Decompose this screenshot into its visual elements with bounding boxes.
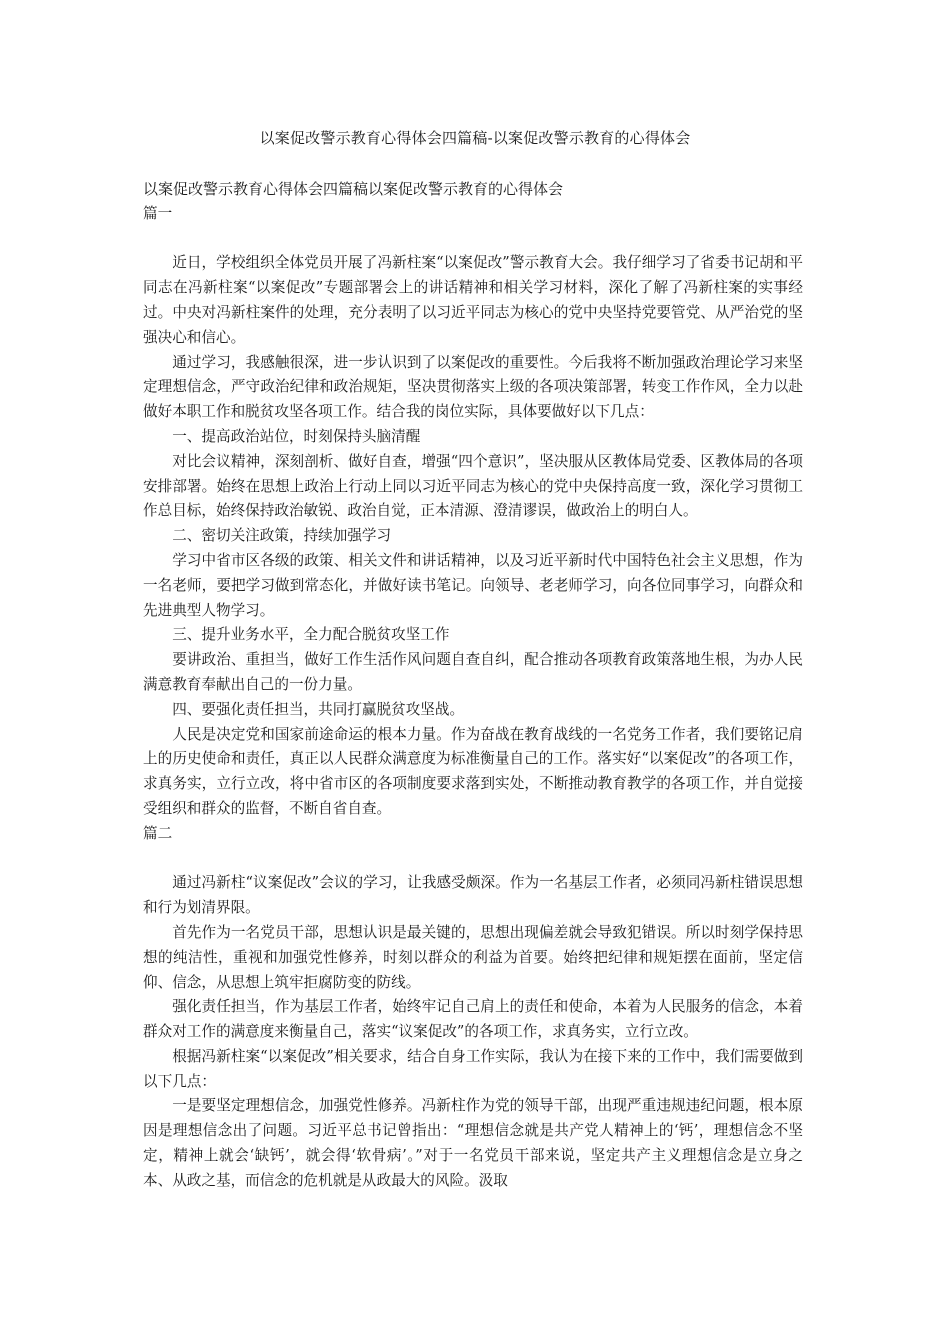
paragraph: 要讲政治、重担当，做好工作生活作风问题自查自纠，配合推动各项教育政策落地生根，为办人民满意教育奉献出自己的一份力量。 <box>143 651 803 693</box>
paragraph: 通过冯新柱“议案促改”会议的学习，让我感受颇深。作为一名基层工作者，必须同冯新柱错误思想和行为划清界限。 <box>143 874 803 917</box>
blank-line <box>143 847 803 872</box>
document-title: 以案促改警示教育心得体会四篇稿-以案促改警示教育的心得体会 <box>259 129 691 147</box>
paragraph: 一是要坚定理想信念，加强党性修养。冯新柱作为党的领导干部，出现严重违规违纪问题，根本原因是理想信念出了问题。习近平总书记曾指出：“理想信念就是共产党人精神上的‘钙’，理想信念不坚定，精神上就会‘缺钙’，就会得‘软骨病’。”对于一名党员干部来说，坚定共产主义理想信念是立身之本、从政之基，而信念的危机就是从政最大的风险。汲取 <box>143 1097 803 1189</box>
paragraph: 强化责任担当，作为基层工作者，始终牢记自己肩上的责任和使命，本着为人民服务的信念，本着群众对工作的满意度来衡量自己，落实“议案促改”的各项工作，求真务实，立行立改。 <box>143 998 803 1041</box>
blank-line <box>143 227 803 252</box>
document-subtitle: 以案促改警示教育心得体会四篇稿以案促改警示教育的心得体会 <box>143 180 564 198</box>
paragraph: 人民是决定党和国家前途命运的根本力量。作为奋战在教育战线的一名党务工作者，我们要铭记肩上的历史使命和责任，真正以人民群众满意度为标准衡量自己的工作。落实好“以案促改”的各项工作，求真务实，立行立改，将中省市区的各项制度要求落到实处，不断推动教育教学的各项工作，并自觉接受组织和群众的监督，不断自省自查。 <box>143 725 803 817</box>
document-body <box>143 177 803 1194</box>
paragraph: 学习中省市区各级的政策、相关文件和讲话精神，以及习近平新时代中国特色社会主义思想，作为一名老师，要把学习做到常态化，并做好读书笔记。向领导、老老师学习，向各位同事学习，向群众和先进典型人物学习。 <box>143 551 803 619</box>
part-two-heading: 篇二 <box>143 824 173 842</box>
paragraph: 通过学习，我感触很深，进一步认识到了以案促改的重要性。今后我将不断加强政治理论学习来坚定理想信念，严守政治纪律和政治规矩，坚决贯彻落实上级的各项决策部署，转变工作作风，全力以赴做好本职工作和脱贫攻坚各项工作。结合我的岗位实际，具体要做好以下几点： <box>143 353 803 421</box>
paragraph: 对比会议精神，深刻剖析、做好自查，增强“四个意识”，坚决服从区教体局党委、区教体局的各项安排部署。始终在思想上政治上行动上同以习近平同志为核心的党中央保持高度一致，深化学习贯彻工作总目标，始终保持政治敏锐、政治自觉，正本清源、澄清谬误，做政治上的明白人。 <box>143 452 803 520</box>
point-heading: 四、要强化责任担当，共同打赢脱贫攻坚战。 <box>172 700 465 718</box>
paragraph: 根据冯新柱案“以案促改”相关要求，结合自身工作实际，我认为在接下来的工作中，我们需要做到以下几点： <box>143 1047 803 1090</box>
point-heading: 二、密切关注政策，持续加强学习 <box>172 527 392 545</box>
point-heading: 一、提高政治站位，时刻保持头脑清醒 <box>172 427 421 445</box>
paragraph: 首先作为一名党员干部，思想认识是最关键的，思想出现偏差就会导致犯错误。所以时刻学保持思想的纯洁性，重视和加强党性修养，时刻以群众的利益为首要。始终把纪律和规矩摆在面前，坚定信仰、信念，从思想上筑牢拒腐防变的防线。 <box>143 923 803 991</box>
part-one-heading: 篇一 <box>143 204 173 222</box>
point-heading: 三、提升业务水平，全力配合脱贫攻坚工作 <box>172 626 450 644</box>
paragraph: 近日，学校组织全体党员开展了冯新柱案“以案促改”警示教育大会。我仔细学习了省委书记胡和平同志在冯新柱案“以案促改”专题部署会上的讲话精神和相关学习材料，深化了解了冯新柱案的实事经过。中央对冯新柱案件的处理，充分表明了以习近平同志为核心的党中央坚持党要管党、从严治党的坚强决心和信心。 <box>143 254 803 346</box>
